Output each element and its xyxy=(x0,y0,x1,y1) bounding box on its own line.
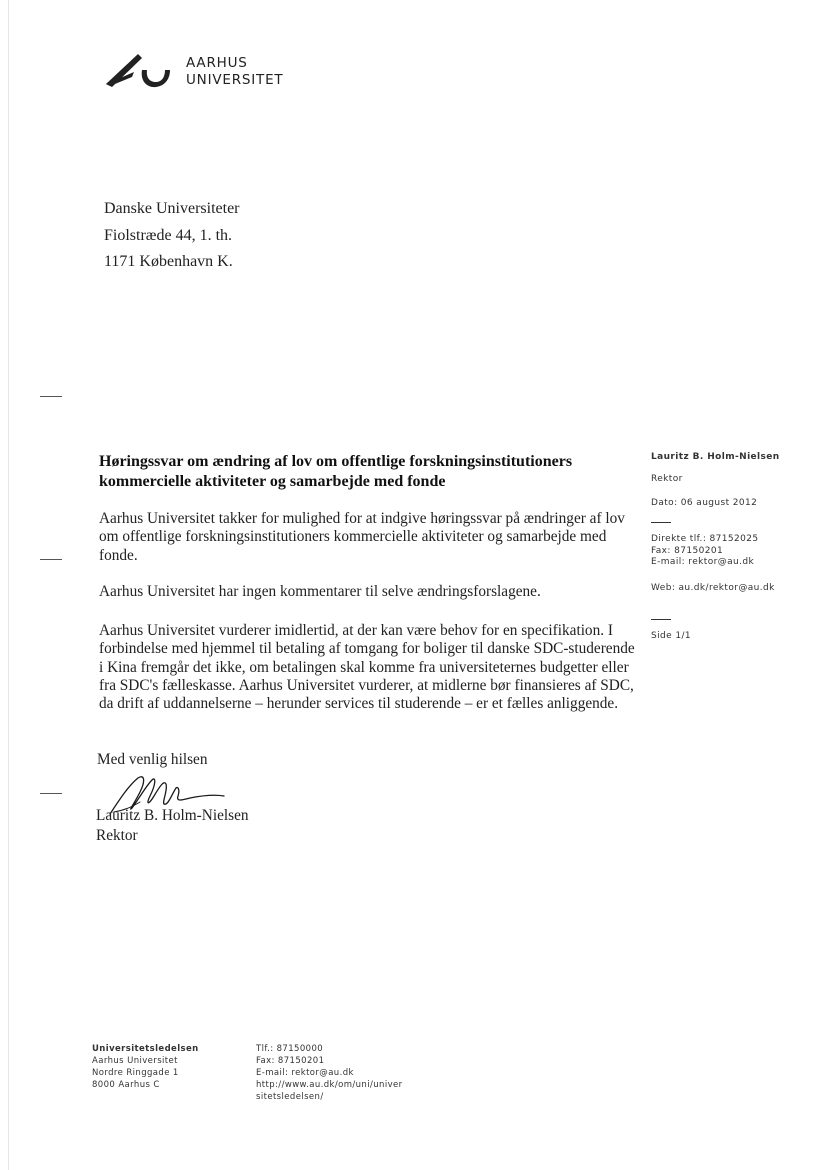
sidebar-role: Rektor xyxy=(651,474,683,484)
logo-line-1: AARHUS xyxy=(186,55,248,71)
recipient-street: Fiolstræde 44, 1. th. xyxy=(104,226,233,244)
letter-paragraph: Aarhus Universitet takker for mulighed for at indgive høringssvar på ændringer af lov om offentlige forskningsinstitutioners kommercielle aktiviteter og samarbejde med fonde. xyxy=(99,510,625,564)
footer-name: Aarhus Universitet xyxy=(92,1056,178,1066)
footer-url-continued: sitetsledelsen/ xyxy=(256,1092,324,1102)
fold-mark xyxy=(40,559,62,560)
footer-url: http://www.au.dk/om/uni/univer xyxy=(256,1080,403,1090)
footer-phone: Tlf.: 87150000 xyxy=(256,1044,324,1054)
letter-paragraph: Aarhus Universitet har ingen kommentarer til selve ændringsforslagene. xyxy=(99,583,541,600)
recipient-city: 1171 København K. xyxy=(104,253,233,270)
sidebar-divider xyxy=(651,522,671,523)
sidebar-contact xyxy=(651,534,759,569)
logo-line-2: UNIVERSITET xyxy=(186,72,284,88)
letter-paragraph: Aarhus Universitet vurderer imidlertid, at der kan være behov for en specifikation. I forbindelse med hjemmel til betaling af tomgang for boliger til danske SDC-studerende i Kina fremgår det ikke, om betalingen skal komme fra universiteternes budgetter eller fra SDC's fælleskasse. Aarhus Universitet vurderer, at midlerne bør finansieres af SDC, da drift af uddannelserne – herunder services til studerende – er et fælles anliggende. xyxy=(99,622,635,713)
fold-mark xyxy=(40,396,62,397)
footer-email: E-mail: rektor@au.dk xyxy=(256,1068,354,1078)
fold-mark xyxy=(40,793,62,794)
footer-city: 8000 Aarhus C xyxy=(92,1080,160,1090)
sidebar-date: Dato: 06 august 2012 xyxy=(651,498,758,508)
recipient-name: Danske Universiteter xyxy=(104,200,240,217)
closing-greeting: Med venlig hilsen xyxy=(97,751,208,768)
footer-street: Nordre Ringgade 1 xyxy=(92,1068,179,1078)
signer-name: Lauritz B. Holm-Nielsen xyxy=(96,807,249,824)
sidebar-direct-phone: Direkte tlf.: 87152025 xyxy=(651,534,759,544)
au-logo-icon xyxy=(104,50,176,92)
sidebar-name: Lauritz B. Holm-Nielsen xyxy=(651,452,780,462)
sidebar-divider xyxy=(651,619,671,620)
sidebar-web: Web: au.dk/rektor@au.dk xyxy=(651,583,775,593)
recipient-address xyxy=(104,196,240,276)
footer-org: Universitetsledelsen xyxy=(92,1044,199,1054)
footer-fax: Fax: 87150201 xyxy=(256,1056,325,1066)
sidebar-fax: Fax: 87150201 xyxy=(651,545,724,556)
footer-contact xyxy=(256,1043,403,1103)
sidebar-email: E-mail: rektor@au.dk xyxy=(651,557,755,567)
signature-icon xyxy=(100,772,230,824)
logo-text xyxy=(186,55,283,89)
page-left-edge xyxy=(8,0,9,1170)
sidebar-page-number: Side 1/1 xyxy=(651,631,692,641)
signer-title: Rektor xyxy=(96,827,138,844)
letter-title: Høringssvar om ændring af lov om offentlige forskningsinstitutioners kommercielle aktiviteter og samarbejde med fonde xyxy=(99,453,573,490)
footer-address xyxy=(92,1043,199,1091)
